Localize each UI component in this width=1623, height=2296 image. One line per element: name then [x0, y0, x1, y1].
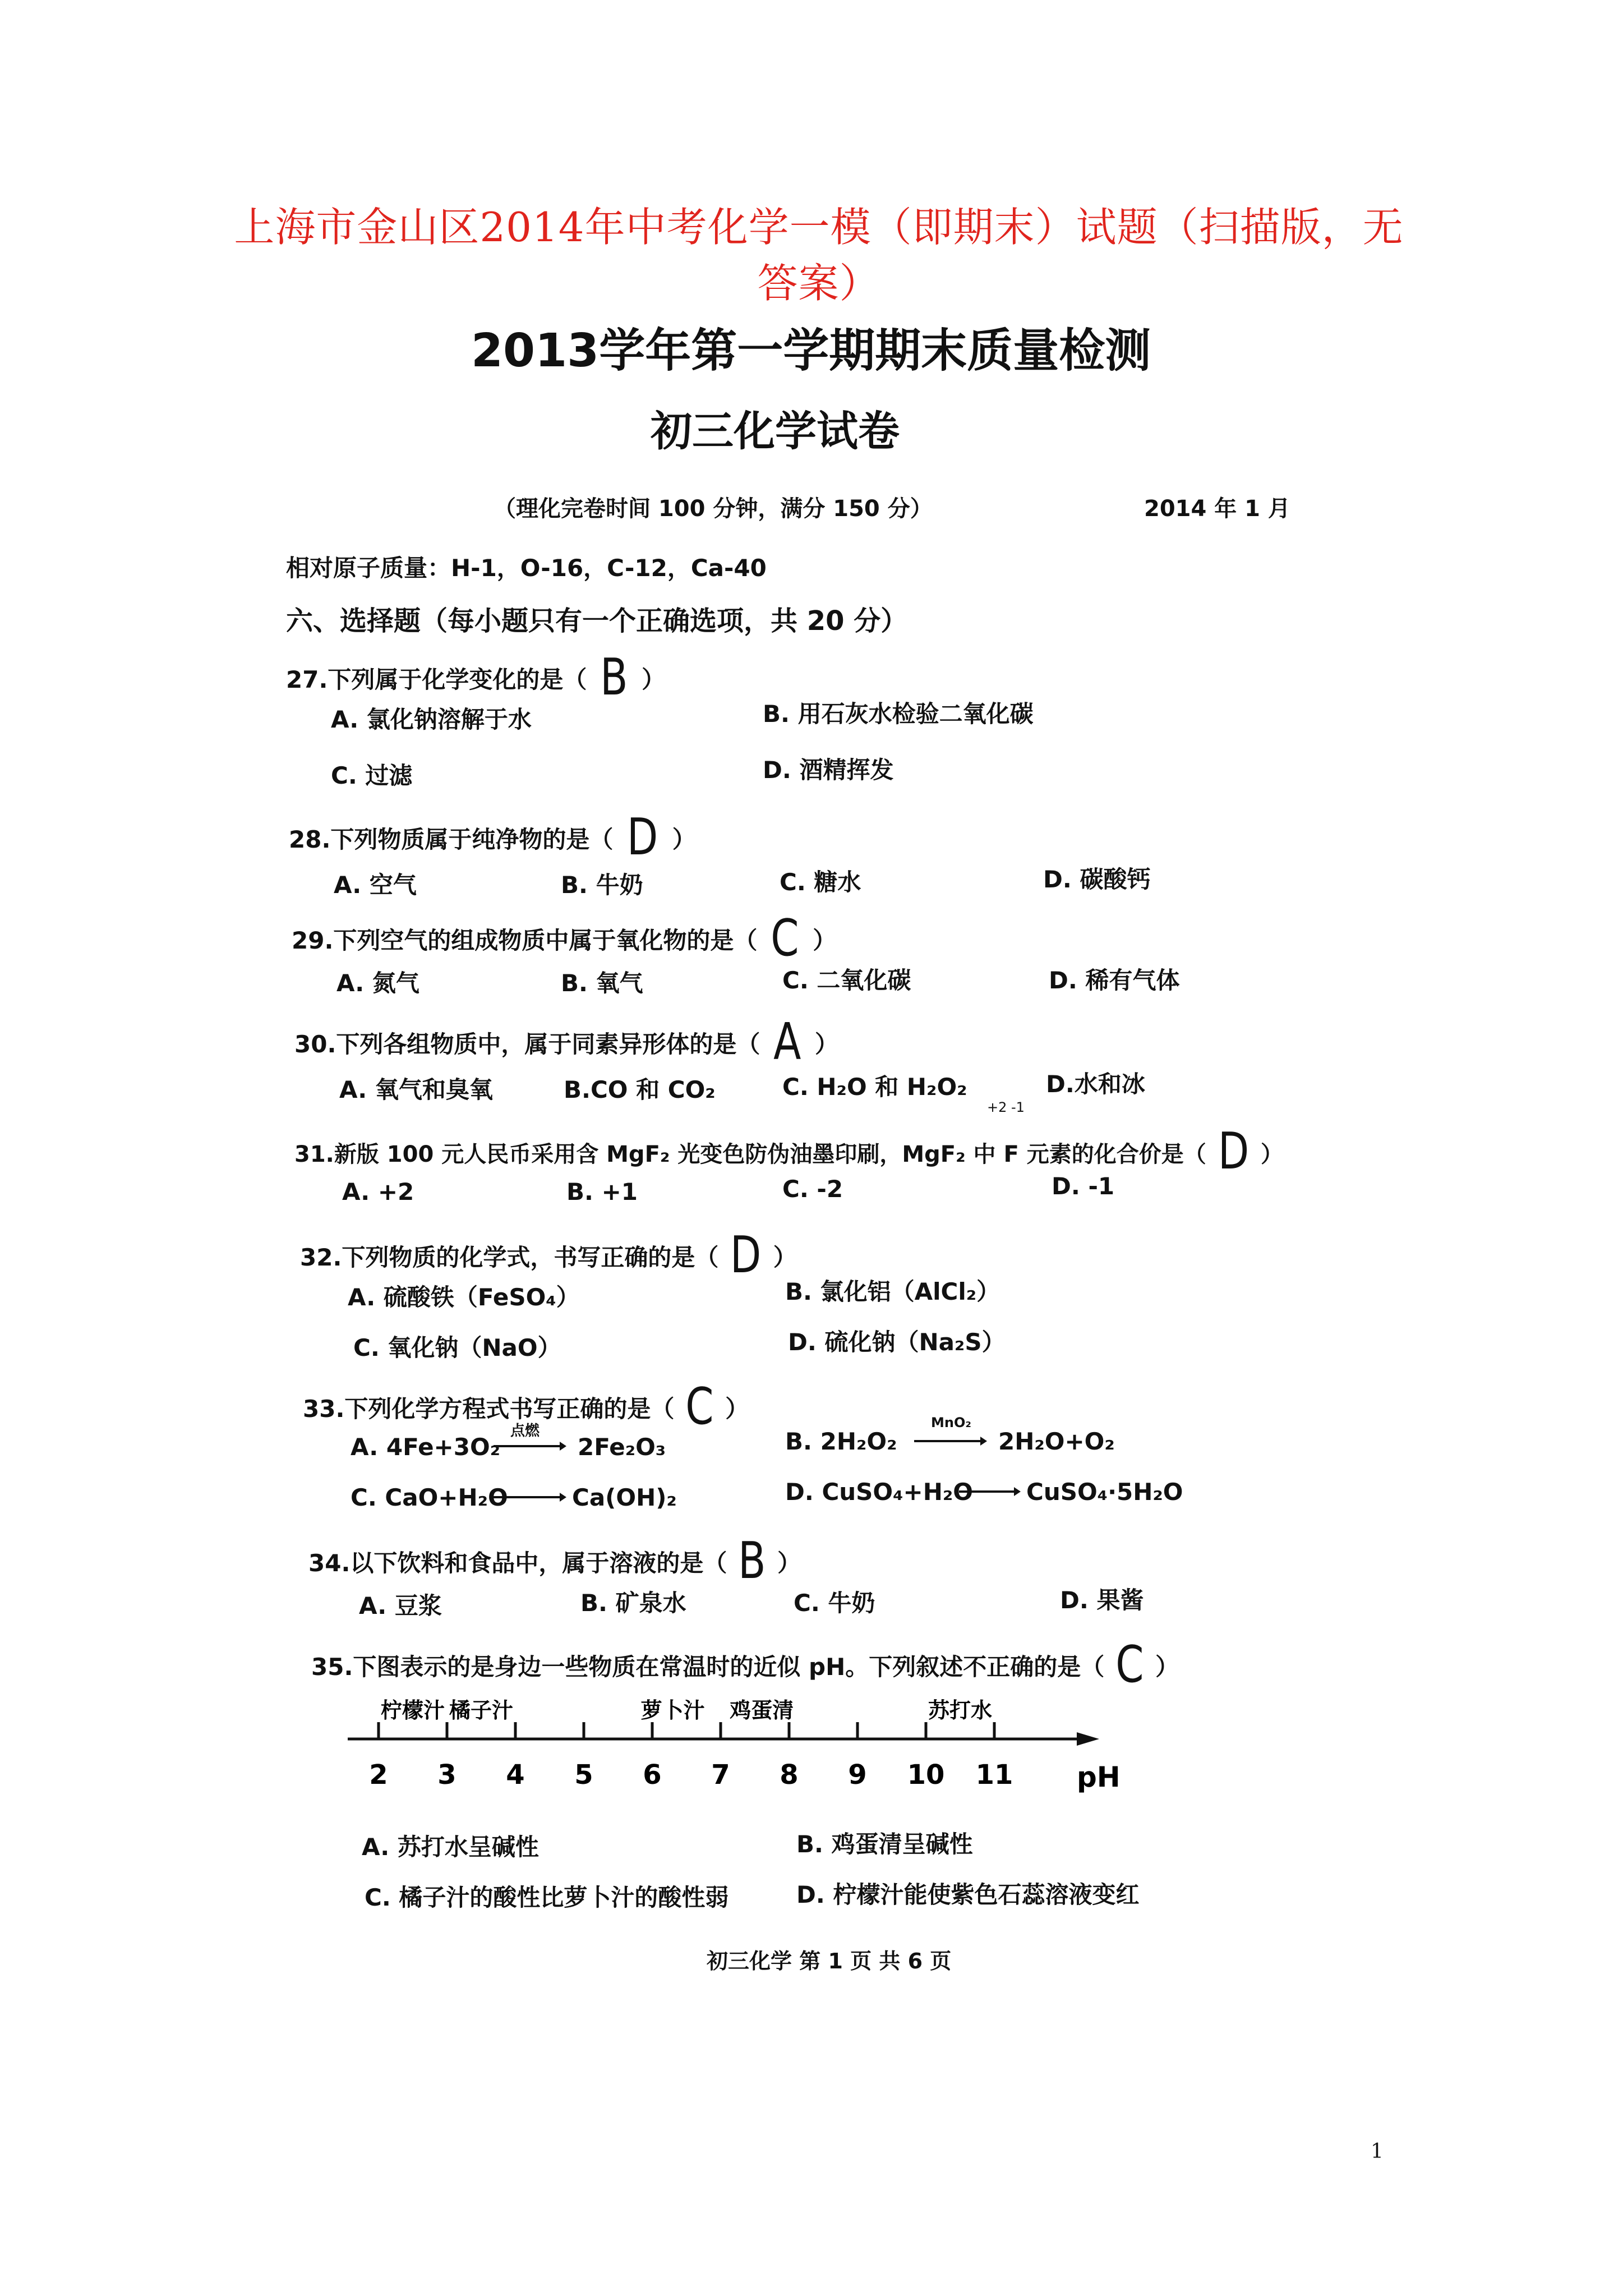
- ph-tick-label: 2: [369, 1759, 388, 1791]
- handwritten-answer: A: [773, 1013, 801, 1071]
- option-d: D. 稀有气体: [1049, 967, 1180, 994]
- question-35-stem: 35.下图表示的是身边一些物质在常温时的近似 pH。下列叙述不正确的是（ C ）: [311, 1635, 1179, 1694]
- arrow-icon: [1077, 1732, 1099, 1746]
- ph-unit: pH: [1077, 1761, 1121, 1793]
- equation-a-products: 2Fe₂O₃: [578, 1433, 666, 1461]
- handwritten-answer: C: [1115, 1635, 1144, 1694]
- ph-tick-label: 7: [711, 1759, 730, 1791]
- equation-c-reactants: C. CaO+H₂O: [351, 1484, 508, 1511]
- ph-tick-label: 5: [574, 1759, 593, 1791]
- reaction-condition: 点燃: [510, 1423, 540, 1439]
- handwritten-answer: C: [685, 1377, 714, 1436]
- option-b: B. 氯化铝（AlCl₂）: [785, 1278, 1000, 1305]
- exam-date: 2014 年 1 月: [1144, 496, 1290, 522]
- option-b: B. +1: [566, 1178, 638, 1205]
- page-number: 1: [1371, 2140, 1384, 2163]
- ph-substance-label: 鸡蛋清: [730, 1698, 794, 1723]
- document-title: 上海市金山区2014年中考化学一模（即期末）试题（扫描版，无答案）: [234, 204, 1404, 307]
- ph-substance-label: 苏打水: [928, 1698, 993, 1723]
- question-32-stem: 32.下列物质的化学式，书写正确的是（ D ）: [300, 1226, 797, 1285]
- option-a: A. 豆浆: [359, 1592, 442, 1619]
- scanned-exam-page: [258, 314, 1374, 1991]
- question-34-stem: 34.以下饮料和食品中，属于溶液的是（ B ）: [308, 1531, 801, 1590]
- option-a: A. 氮气: [336, 969, 419, 997]
- question-29-stem: 29.下列空气的组成物质中属于氧化物的是（ C ）: [292, 909, 837, 968]
- ph-tick-label: 4: [506, 1759, 525, 1791]
- ph-tick-label: 3: [437, 1759, 457, 1791]
- option-c: C. 糖水: [780, 868, 861, 896]
- option-a: A. 硫酸铁（FeSO₄）: [348, 1283, 580, 1311]
- option-c: C. H₂O 和 H₂O₂: [782, 1073, 967, 1101]
- option-b: B. 氧气: [561, 969, 643, 997]
- handwritten-answer: B: [738, 1531, 766, 1590]
- option-b: B. 牛奶: [561, 871, 643, 899]
- handwritten-annotation: +2 -1: [987, 1099, 1025, 1115]
- handwritten-answer: C: [771, 909, 799, 968]
- option-c: C. -2: [782, 1175, 843, 1203]
- option-a: A. 氯化钠溶解于水: [331, 706, 532, 733]
- question-33-stem: 33.下列化学方程式书写正确的是（ C ）: [303, 1377, 749, 1436]
- equation-c-products: Ca(OH)₂: [572, 1484, 677, 1511]
- option-b: B. 用石灰水检验二氧化碳: [763, 700, 1034, 728]
- exam-title: 2013学年第一学期期末质量检测: [471, 324, 1151, 378]
- option-c: C. 牛奶: [794, 1589, 875, 1617]
- ph-tick-label: 11: [975, 1759, 1013, 1791]
- arrow-icon: [959, 1485, 1021, 1498]
- option-a: A. 空气: [334, 871, 417, 899]
- handwritten-answer: D: [1218, 1122, 1249, 1181]
- option-a: A. 氧气和臭氧: [339, 1076, 493, 1103]
- question-28-stem: 28.下列物质属于纯净物的是（ D ）: [289, 808, 696, 867]
- arrow-icon: [914, 1434, 987, 1448]
- option-d: D. 碳酸钙: [1043, 866, 1151, 893]
- option-b: B.CO 和 CO₂: [564, 1076, 716, 1103]
- reaction-condition: MnO₂: [931, 1415, 971, 1430]
- option-a: A. 苏打水呈碱性: [362, 1833, 539, 1861]
- equation-b-reactants: B. 2H₂O₂: [785, 1428, 897, 1455]
- question-27-stem: 27.下列属于化学变化的是（ B ）: [286, 648, 666, 707]
- ph-substance-label: 萝卜汁: [640, 1698, 705, 1723]
- handwritten-answer: B: [600, 648, 628, 707]
- equation-d-reactants: D. CuSO₄+H₂O: [785, 1478, 973, 1506]
- ph-tick-label: 9: [848, 1759, 867, 1791]
- equation-a-reactants: A. 4Fe+3O₂: [351, 1433, 501, 1461]
- question-31-stem: 31.新版 100 元人民币采用含 MgF₂ 光变色防伪油墨印刷，MgF₂ 中 F 元素的化合价是（ D ）: [294, 1122, 1284, 1181]
- ph-tick-label: 6: [643, 1759, 662, 1791]
- option-c: C. 过滤: [331, 762, 413, 789]
- equation-d-products: CuSO₄·5H₂O: [1026, 1478, 1183, 1506]
- option-d: D. 酒精挥发: [763, 756, 894, 784]
- option-c: C. 二氧化碳: [782, 967, 911, 994]
- option-d: D. 硫化钠（Na₂S）: [788, 1328, 1006, 1356]
- option-a: A. +2: [342, 1178, 414, 1205]
- exam-subtitle: 初三化学试卷: [651, 407, 900, 455]
- ph-substance-label: 柠檬汁: [380, 1698, 445, 1723]
- arrow-icon: [494, 1490, 566, 1504]
- arrow-icon: [494, 1439, 566, 1453]
- page-footer: 初三化学 第 1 页 共 6 页: [707, 1949, 952, 1973]
- handwritten-answer: D: [627, 808, 658, 867]
- ph-tick-label: 8: [780, 1759, 799, 1791]
- equation-b-products: 2H₂O+O₂: [998, 1428, 1115, 1455]
- option-d: D. 柠檬汁能使紫色石蕊溶液变红: [796, 1881, 1140, 1908]
- ph-tick-label: 10: [907, 1759, 945, 1791]
- ph-scale-diagram: [348, 1683, 1133, 1812]
- option-b: B. 鸡蛋清呈碱性: [796, 1830, 973, 1858]
- option-b: B. 矿泉水: [580, 1589, 686, 1617]
- ph-substance-label: 橘子汁: [449, 1698, 514, 1723]
- option-d: D.水和冰: [1046, 1070, 1145, 1098]
- option-d: D. 果酱: [1060, 1586, 1144, 1614]
- option-d: D. -1: [1052, 1172, 1115, 1200]
- handwritten-answer: D: [730, 1226, 762, 1285]
- option-c: C. 氧化钠（NaO）: [353, 1334, 561, 1361]
- section-heading: 六、选择题（每小题只有一个正确选项，共 20 分）: [286, 605, 908, 637]
- time-note: （理化完卷时间 100 分钟，满分 150 分）: [494, 496, 933, 522]
- option-c: C. 橘子汁的酸性比萝卜汁的酸性弱: [365, 1884, 729, 1911]
- question-30-stem: 30.下列各组物质中，属于同素异形体的是（ A ）: [294, 1013, 838, 1071]
- atomic-mass: 相对原子质量：H-1，O-16，C-12，Ca-40: [286, 554, 767, 582]
